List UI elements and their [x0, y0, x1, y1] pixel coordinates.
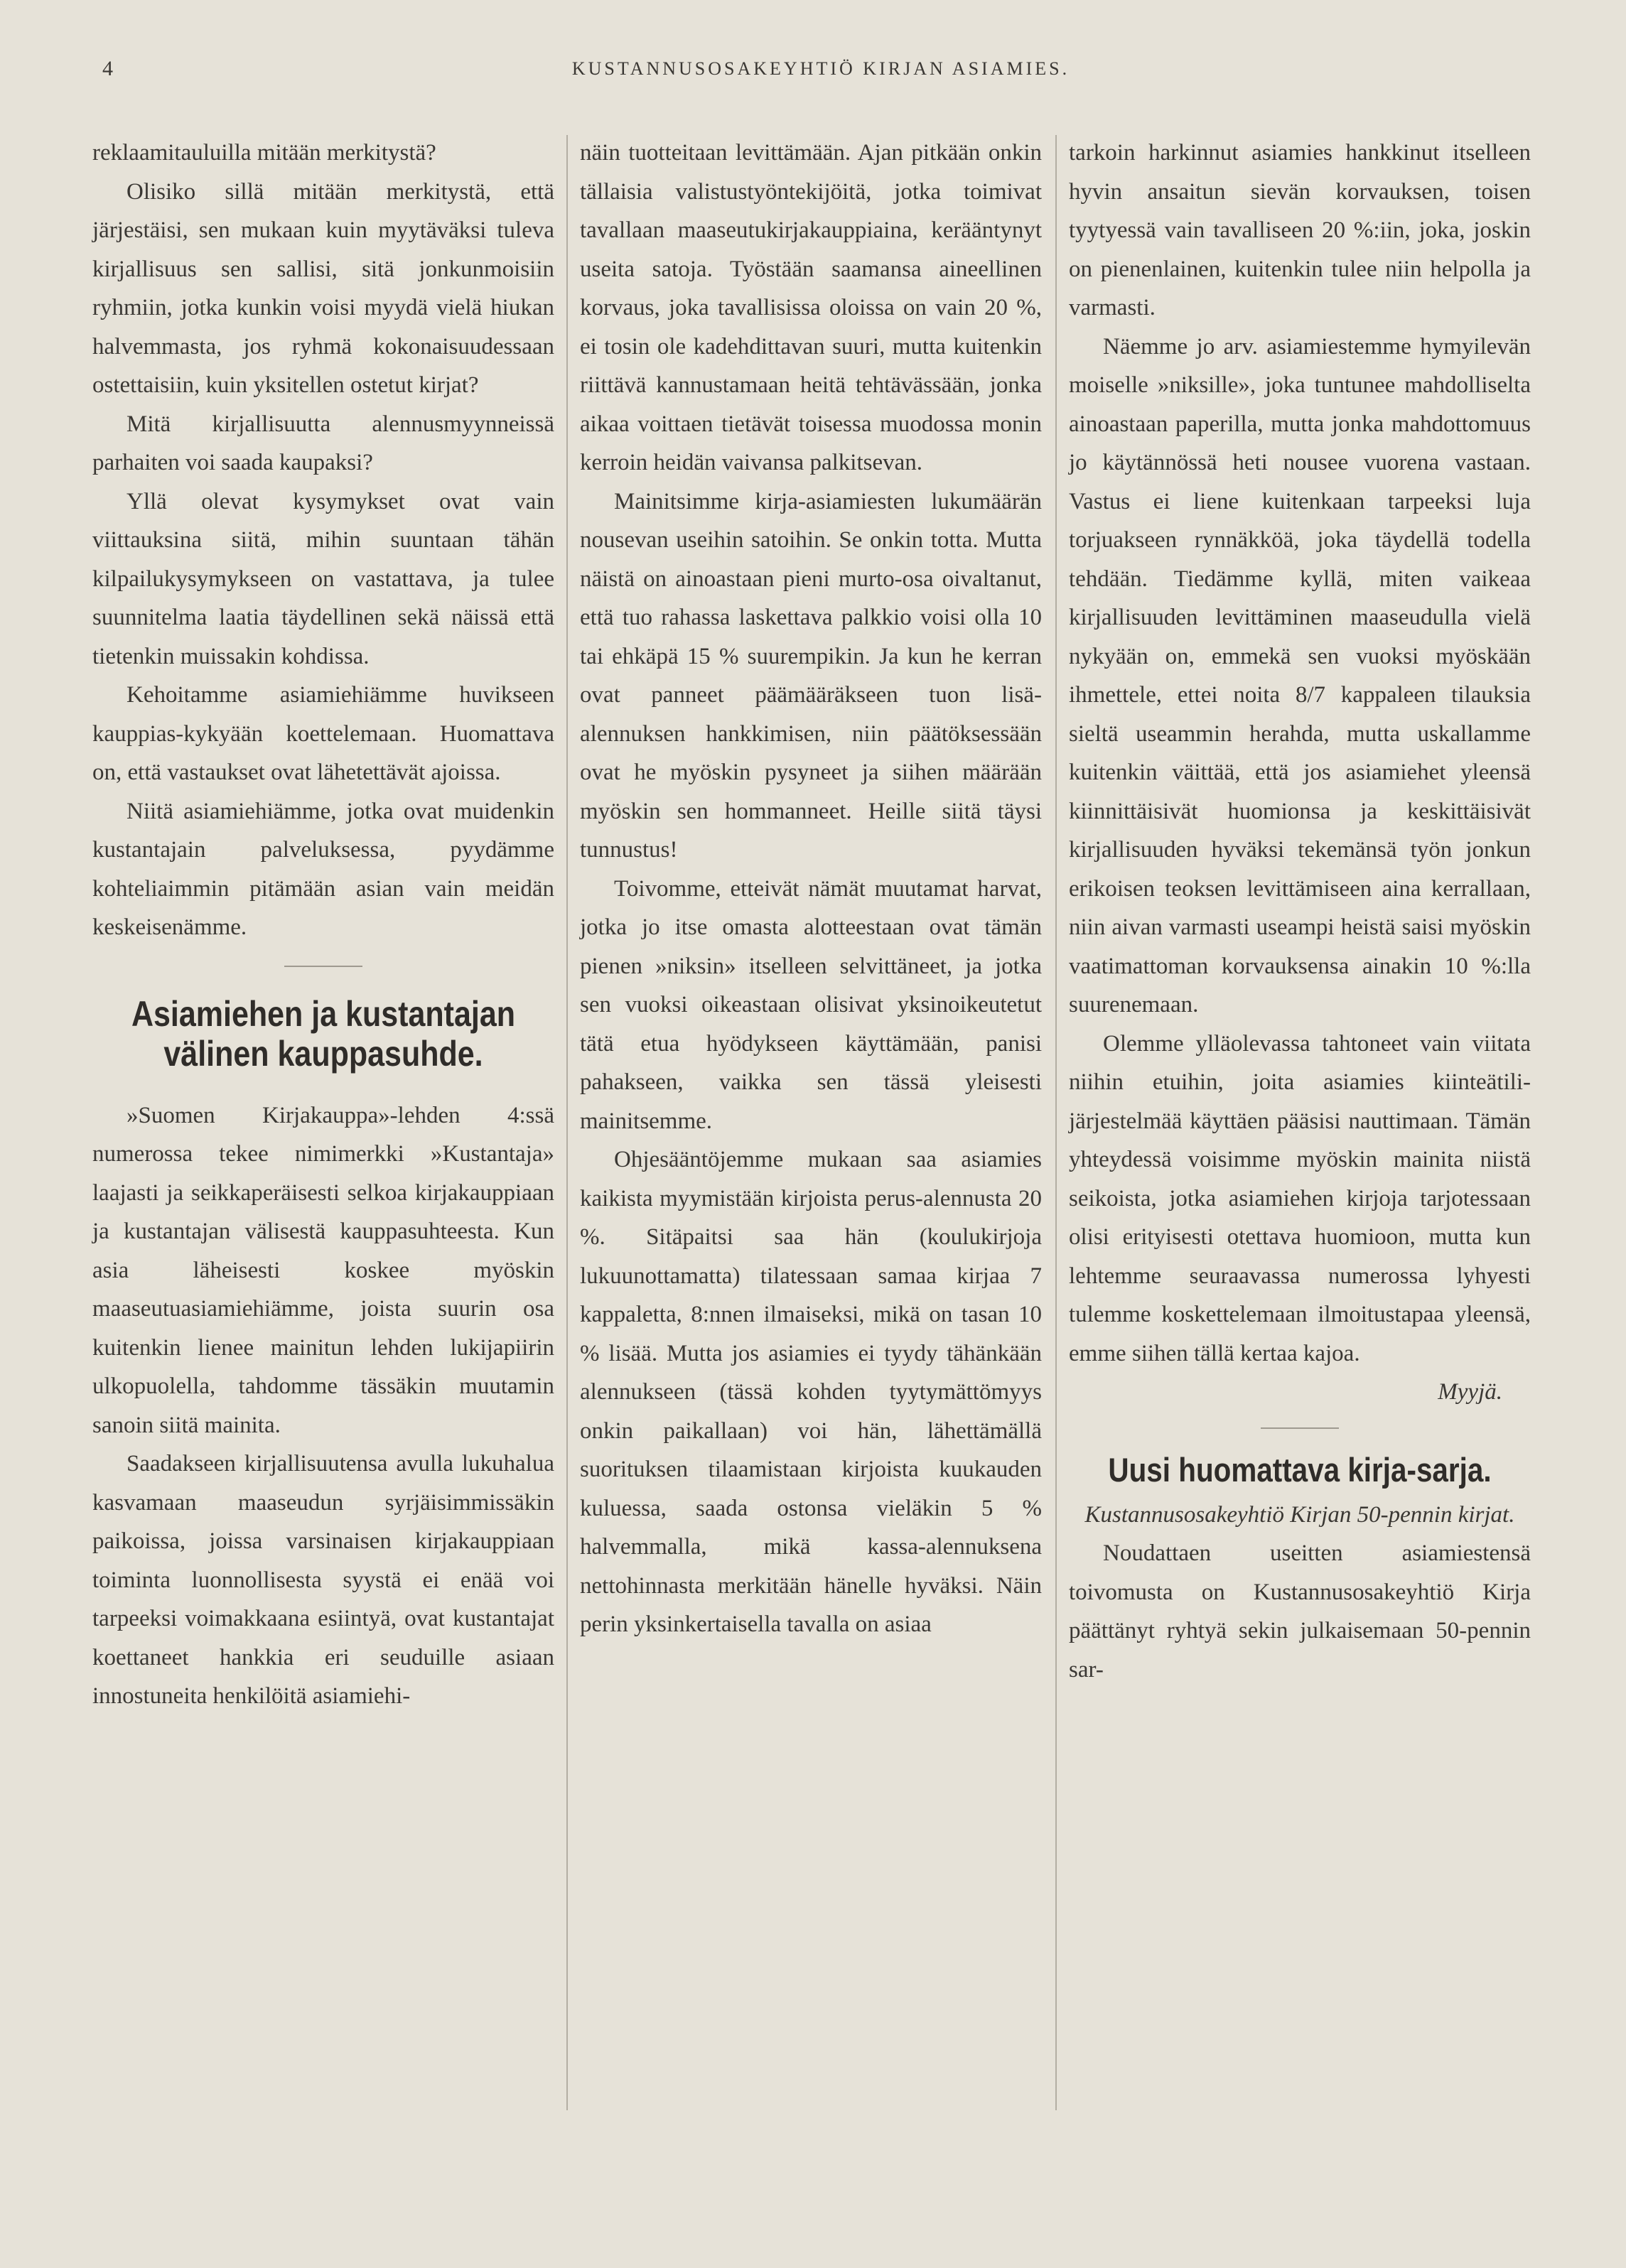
- paragraph: Näemme jo arv. asiamiestemme hymyilevän moiselle »niksille», joka tuntunee mahdolliselta ainoastaan paperilla, mutta jonka mahdottomuus jo käytännössä heti nousee vuorena vastaan. Vastus ei liene kuitenkaan tarpeeksi luja torjuakseen rynnäkköä, joka täydellä todella tehdään. Tiedämme kyllä, miten vaikeaa kirjallisuuden levittäminen maaseudulla vielä nykyään on, emmekä sen vuoksi myöskään ihmettele, ettei noita 8/7 kappaleen tilauksia sieltä useammin herahda, mutta uskallamme kuitenkin väittää, että jos asiamiehet yleensä kiinnittäisivät huomionsa ja keskittäisivät kirjallisuuden hyväksi tekemänsä työn jonkun erikoisen teoksen levittämiseen aina kerrallaan, niin aivan varmasti useampi heistä saisi myöskin vaatimattoman korvauksensa ainakin 10 %:lla suurenemaan.: [1069, 333, 1531, 1017]
- paragraph: Olisiko sillä mitään merkitystä, että järjestäisi, sen mukaan kuin myytäväksi tuleva kirjallisuus sen sallisi, sitä jonkunmoisiin ryhmiin, jotka kunkin voisi myydä vielä hiukan halvemmasta, jos ryhmä kokonaisuudessaan ostettaisiin, kuin yksitellen ostetut kirjat?: [92, 178, 554, 398]
- column-1: [92, 134, 554, 1716]
- section-divider: [1261, 1427, 1339, 1429]
- paragraph: tarkoin harkinnut asiamies hankkinut itselleen hyvin ansaitun sievän korvauksen, toisen tyytyessä vain tavalliseen 20 %:iin, joka, joskin on pienenlainen, kuitenkin tulee niin helpolla ja varmasti.: [1069, 140, 1531, 320]
- section-divider: [284, 966, 362, 967]
- column-divider: [566, 135, 568, 2110]
- column-divider: [1055, 135, 1057, 2110]
- page-number: 4: [102, 57, 113, 80]
- article-heading: Asiamiehen ja kustantajan välinen kauppasuhde.: [131, 993, 516, 1074]
- paragraph: Mainitsimme kirja-asiamiesten lukumäärän nousevan useihin satoihin. Se onkin totta. Mutta näistä on ainoastaan pieni murto-osa oivaltanut, että tuo rahassa laskettava palkkio voisi olla 10 tai ehkäpä 15 % suurempikin. Ja kun he kerran ovat panneet päämääräkseen tuon lisä-alennuksen hankkimisen, niin päätöksessään ovat he myöskin pysyneet ja siihen määrään myöskin sen hommanneet. Heille siitä täysi tunnustus!: [580, 488, 1042, 863]
- paragraph: Yllä olevat kysymykset ovat vain viittauksina siitä, mihin suuntaan tähän kilpailukysymykseen on vastattava, ja tulee suunnitelma laatia täydellinen sekä näissä että tietenkin muissakin kohdissa.: [92, 488, 554, 669]
- paragraph: näin tuotteitaan levittämään. Ajan pitkään onkin tällaisia valistustyöntekijöitä, jotka toimivat tavallaan maaseutukirjakauppiaina, kerääntynyt useita satoja. Työstään saamansa aineellinen korvaus, joka tavallisissa oloissa on vain 20 %, ei tosin ole kadehdittavan suuri, mutta kuitenkin riittävä kannustamaan heitä tehtävässään, jonka aikaa voittaen tietävät toisessa muodossa monin kerroin heidän vaivansa palkitsevan.: [580, 140, 1042, 475]
- paragraph: Ohjesääntöjemme mukaan saa asiamies kaikista myymistään kirjoista perus-alennusta 20 %. Sitäpaitsi saa hän (koulukirjoja lukuunottamatta) tilatessaan samaa kirjaa 7 kappaletta, 8:nnen ilmaiseksi, mikä on tasan 10 % lisää. Mutta jos asiamies ei tyydy tähänkään alennukseen (tässä kohden tyytymättömyys onkin paikallaan) voi hän, lähettämällä suorituksen tilaamistaan kirjoista kuukauden kuluessa, saada ostonsa vieläkin 5 % halvemmalla, mikä kassa-alennuksena nettohinnasta merkitään hänelle hyväksi. Näin perin yksinkertaisella tavalla on asiaa: [580, 1147, 1042, 1637]
- paragraph: Mitä kirjallisuutta alennusmyynneissä parhaiten voi saada kaupaksi?: [92, 411, 554, 475]
- paragraph: Niitä asiamiehiämme, jotka ovat muidenkin kustantajain palveluksessa, pyydämme kohteliaimmin pitämään asian vain meidän keskeisenämme.: [92, 798, 554, 940]
- paragraph: Kehoitamme asiamiehiämme huvikseen kauppias-kykyään koettelemaan. Huomattava on, että vastaukset ovat lähetettävät ajoissa.: [92, 682, 554, 785]
- author-signature: Myyjä.: [1438, 1379, 1502, 1405]
- paragraph: Olemme ylläolevassa tahtoneet vain viitata niihin etuihin, joita asiamies kiinteätili-järjestelmää käyttäen pääsisi nauttimaan. Tämän yhteydessä voisimme myöskin mainita niistä seikoista, jotka asiamiehen kirjoja tarjotessaan olisi erityisesti otettava huomioon, mutta kun lehtemme seuraavassa numerossa lyhyesti tulemme koskettelemaan ilmoitustapaa yleensä, emme siihen tällä kertaa kajoa.: [1069, 1030, 1531, 1366]
- article-heading: Uusi huomattava kirja-sarja.: [1108, 1450, 1492, 1489]
- paragraph: Noudattaen useitten asiamiestensä toivomusta on Kustannusosakeyhtiö Kirja päättänyt ryhtyä sekin julkaisemaan 50-pennin sar-: [1069, 1540, 1531, 1683]
- paragraph: »Suomen Kirjakauppa»-lehden 4:ssä numerossa tekee nimimerkki »Kustantaja» laajasti ja seikkaperäisesti selkoa kirjakauppiaan ja kustantajan välisestä kauppasuhteesta. Kun asia läheisesti koskee myöskin maaseutuasiamiehiämme, joista suurin osa kuitenkin lienee mainitun lehden lukijapiirin ulkopuolella, tahdomme tässäkin muutamin sanoin siitä mainita.: [92, 1102, 554, 1438]
- running-title: KUSTANNUSOSAKEYHTIÖ KIRJAN ASIAMIES.: [571, 58, 1070, 79]
- column-2: [580, 134, 1042, 1644]
- paragraph: reklaamitauluilla mitään merkitystä?: [92, 140, 436, 166]
- article-subheading: Kustannusosakeyhtiö Kirjan 50-pennin kirjat.: [1084, 1501, 1515, 1528]
- paragraph: Saadakseen kirjallisuutensa avulla lukuhalua kasvamaan maaseudun syrjäisimmissäkin paikoissa, joissa varsinaisen kirjakauppiaan toiminta luonnollisesta syystä ei enää voi tarpeeksi voimakkaana esiintyä, ovat kustantajat koettaneet hankkia eri seuduille asiaan innostuneita henkilöitä asiamiehi-: [92, 1451, 554, 1709]
- page-header: [92, 53, 1549, 88]
- column-3: [1069, 134, 1531, 1689]
- paragraph: Toivomme, etteivät nämät muutamat harvat, jotka jo itse omasta alotteestaan ovat tämän pienen »niksin» itselleen selvittäneet, ja jotka sen vuoksi oikeastaan olisivat yksinoikeutetut tätä etua hyödykseen käyttämään, panisi pahakseen, vaikka sen tässä yleisesti mainitsemme.: [580, 875, 1042, 1134]
